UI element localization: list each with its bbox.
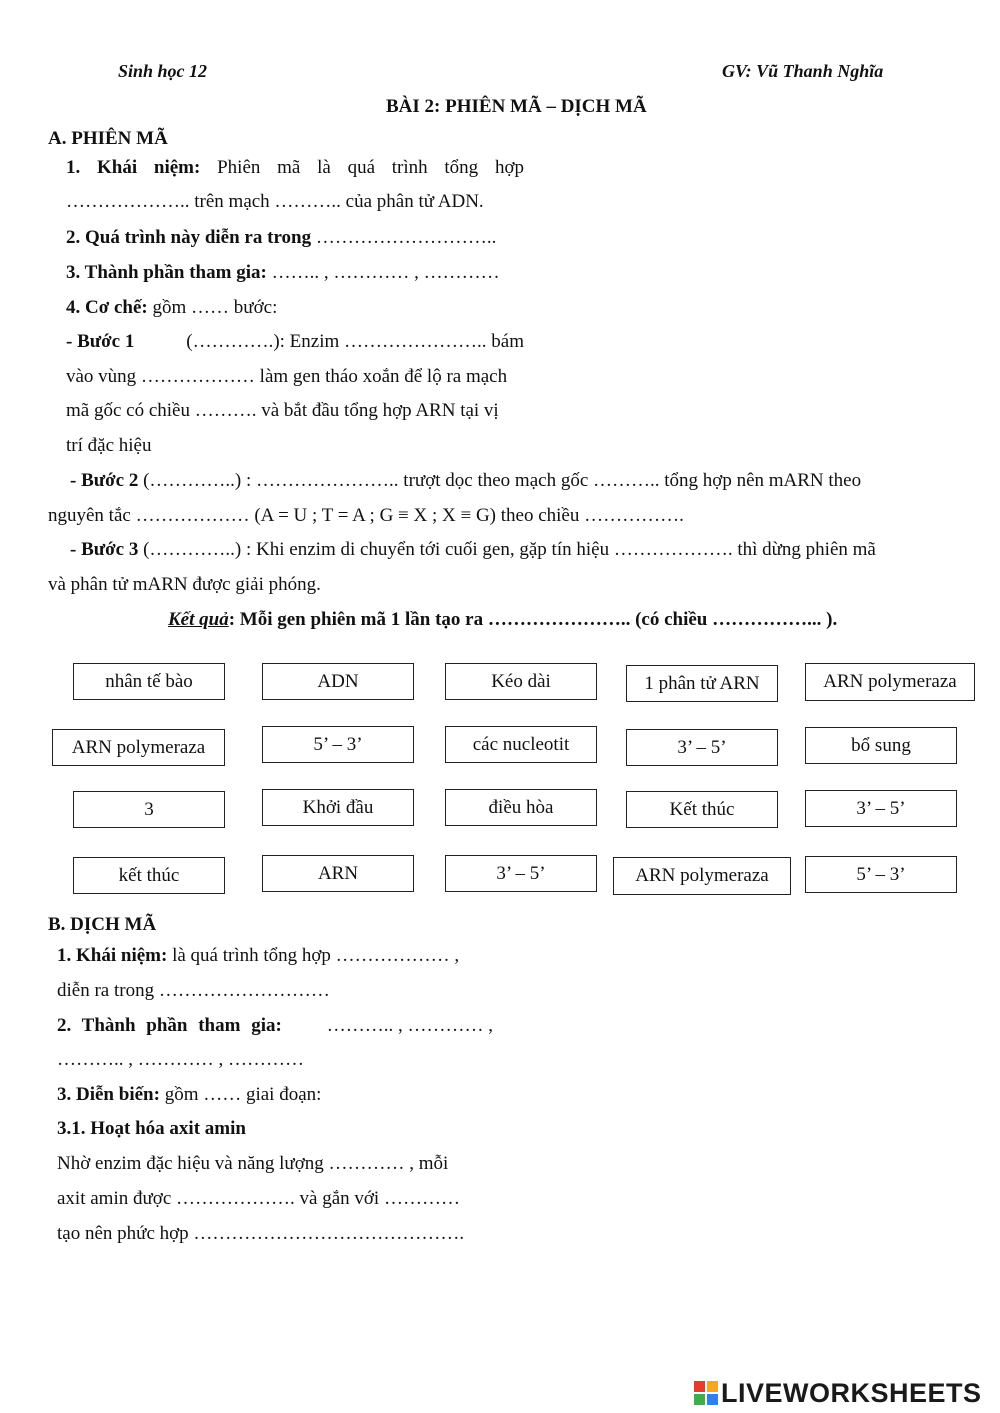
a-result-text: : Mỗi gen phiên mã 1 lần tạo ra ………………….. (có chiều ……………... ). (228, 609, 838, 630)
a-step2-label: - Bước 2 (70, 470, 139, 491)
a-result-label: Kết quả (168, 609, 229, 630)
b-item1-label: 1. Khái niệm: (57, 945, 168, 966)
a-item3-label: 3. Thành phần tham gia: (66, 262, 267, 283)
word-tile[interactable]: ARN polymeraza (805, 663, 975, 701)
b-item2-label: 2. Thành phần tham gia: (57, 1015, 282, 1036)
liveworksheets-mark-icon (694, 1381, 718, 1405)
a-step1-label: - Bước 1 (66, 331, 135, 352)
a-step3-label: - Bước 3 (70, 539, 139, 560)
word-tile[interactable]: 1 phân tử ARN (626, 665, 778, 702)
b-item1-cont: diễn ra trong ……………………… (57, 980, 330, 1001)
b-item2 (57, 1015, 493, 1037)
b-item1-text: là quá trình tổng hợp ……………… , (172, 945, 460, 966)
b-item2-cont: ……….. , ………… , ………… (57, 1049, 304, 1070)
a-item1 (66, 157, 524, 179)
page-title: BÀI 2: PHIÊN MÃ – DỊCH MÃ (386, 96, 647, 117)
a-step2 (70, 470, 861, 492)
word-tile[interactable]: Khởi đầu (262, 789, 414, 826)
b-item3-text: gồm …… giai đoạn: (164, 1084, 322, 1105)
b-item1 (57, 945, 459, 967)
b-p1: Nhờ enzim đặc hiệu và năng lượng ………… , mỗi (57, 1153, 449, 1174)
word-tile[interactable]: các nucleotit (445, 726, 597, 763)
a-item4 (66, 297, 277, 319)
a-step1 (66, 331, 524, 353)
brand-text: LIVEWORKSHEETS (721, 1377, 982, 1408)
b-p3: tạo nên phức hợp ……………………………………. (57, 1223, 465, 1244)
word-tile[interactable]: ARN polymeraza (613, 857, 791, 895)
a-item1-cont: ……………….. trên mạch ……….. của phân tử ADN. (66, 191, 484, 212)
a-item1-label: 1. Khái niệm: (66, 157, 201, 178)
a-step2-line2: nguyên tắc ……………… (A = U ; T = A ; G ≡ X ; X ≡ G) theo chiều ……………. (48, 505, 684, 526)
a-step2-text: (…………..) : ………………….. trượt dọc theo mạch gốc ……….. tổng hợp nên mARN theo (143, 470, 862, 491)
a-item2-label: 2. Quá trình này diễn ra trong (66, 227, 312, 248)
word-tile[interactable]: bổ sung (805, 727, 957, 764)
a-step3-text: (…………..) : Khi enzim di chuyển tới cuối gen, gặp tín hiệu ………………. thì dừng phiên mã (143, 539, 876, 560)
a-item1-text: Phiên mã là quá trình tổng hợp (217, 157, 524, 178)
word-tile[interactable]: nhân tế bào (73, 663, 225, 700)
b-sub31-heading: 3.1. Hoạt hóa axit amin (57, 1118, 246, 1139)
b-item2-text: ……….. , ………… , (326, 1015, 493, 1036)
a-item2-text: ……………………….. (315, 227, 497, 248)
b-item3-label: 3. Diễn biến: (57, 1084, 160, 1105)
word-tile[interactable]: Kéo dài (445, 663, 597, 700)
word-tile[interactable]: 5’ – 3’ (262, 726, 414, 763)
a-step1-line3: mã gốc có chiều ………. và bắt đầu tổng hợp ARN tại vị (66, 400, 499, 421)
teacher-label: GV: Vũ Thanh Nghĩa (722, 61, 884, 81)
subject-label: Sinh học 12 (118, 61, 208, 81)
a-item3-text: …….. , ………… , ………… (271, 262, 500, 283)
b-p2: axit amin được ………………. và gắn với ………… (57, 1188, 460, 1209)
a-step1-line4: trí đặc hiệu (66, 435, 152, 456)
liveworksheets-logo (694, 1378, 982, 1408)
word-tile[interactable]: ARN (262, 855, 414, 892)
word-tile[interactable]: 3 (73, 791, 225, 828)
a-step3-line2: và phân tử mARN được giải phóng. (48, 574, 321, 595)
word-tile[interactable]: Kết thúc (626, 791, 778, 828)
word-tile[interactable]: ARN polymeraza (52, 729, 225, 766)
word-tile[interactable]: kết thúc (73, 857, 225, 894)
word-tile[interactable]: 3’ – 5’ (805, 790, 957, 827)
a-item4-text: gồm …… bước: (152, 297, 278, 318)
section-a-heading: A. PHIÊN MÃ (48, 128, 168, 149)
a-step1-text: (………….): Enzim ………………….. bám (186, 331, 524, 352)
section-b-heading: B. DỊCH MÃ (48, 914, 157, 935)
a-step3 (70, 539, 876, 561)
word-tile[interactable]: điều hòa (445, 789, 597, 826)
word-tile[interactable]: 3’ – 5’ (445, 855, 597, 892)
b-item3 (57, 1084, 321, 1106)
word-tile[interactable]: 5’ – 3’ (805, 856, 957, 893)
a-item3 (66, 262, 500, 284)
word-tile[interactable]: 3’ – 5’ (626, 729, 778, 766)
a-item2 (66, 227, 496, 249)
a-result (168, 609, 837, 631)
word-tile[interactable]: ADN (262, 663, 414, 700)
a-item4-label: 4. Cơ chế: (66, 297, 148, 318)
a-step1-line2: vào vùng ……………… làm gen tháo xoắn để lộ ra mạch (66, 366, 508, 387)
